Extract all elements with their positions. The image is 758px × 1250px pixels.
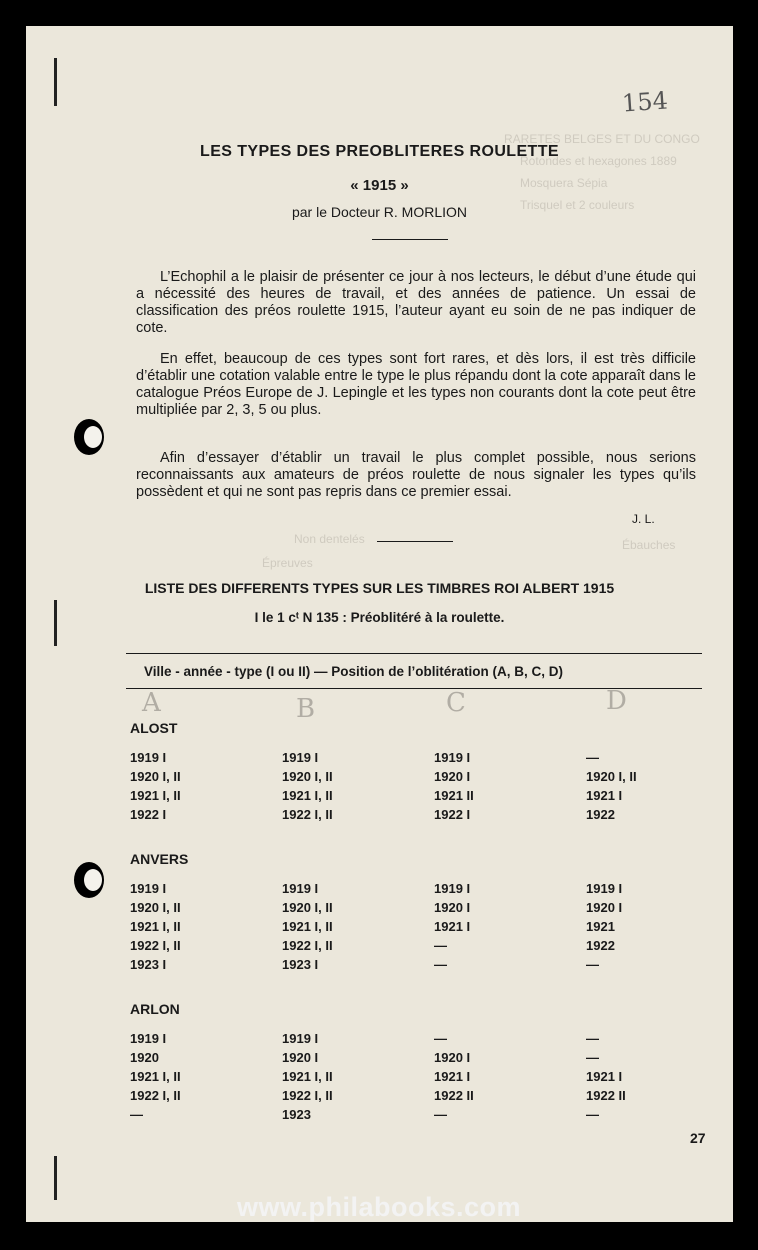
entry: 1922 II bbox=[586, 1088, 626, 1103]
paragraph-text: En effet, beaucoup de ces types sont fort rares, et dès lors, il est très difficile d’établir une cotation valable entre le type le plus répandu dont la cote apparaît dans le catalogue Préos Europe de J. Lepingle et les types non courants dont la cote peut être multipliée par 2, 3, 5 ou plus. bbox=[136, 351, 696, 418]
entry: — bbox=[586, 1107, 599, 1122]
paragraph-text: Afin d’essayer d’établir un travail le plus complet possible, nous serions reconnaissants aux amateurs de préos roulette de nous signaler les types qu’ils possèdent et qui ne sont pas repris dans ce premier essai. bbox=[136, 450, 696, 500]
entry: 1921 I bbox=[586, 1069, 623, 1084]
footer-watermark-url: www.philabooks.com bbox=[236, 1192, 522, 1222]
list-title: LISTE DES DIFFERENTS TYPES SUR LES TIMBRES ROI ALBERT 1915 bbox=[144, 580, 615, 596]
entry: 1920 I, II bbox=[282, 900, 333, 915]
bleed-through-text: Mosquera Sépia bbox=[520, 176, 608, 190]
entry: 1920 I bbox=[586, 900, 623, 915]
entry: 1921 I, II bbox=[130, 919, 181, 934]
entry: 1922 I, II bbox=[130, 938, 181, 953]
entry: — bbox=[434, 1107, 447, 1122]
handwritten-column-label: B bbox=[296, 694, 316, 724]
entry: — bbox=[586, 957, 599, 972]
bleed-through-text: Épreuves bbox=[262, 556, 313, 570]
article-byline: par le Docteur R. MORLION bbox=[291, 204, 468, 220]
entry: 1921 bbox=[586, 919, 615, 934]
entry: 1921 I bbox=[586, 788, 623, 803]
entry: 1919 I bbox=[130, 881, 167, 896]
entry: 1920 I bbox=[282, 1050, 319, 1065]
bleed-through-text: RARETES BELGES ET DU CONGO bbox=[504, 132, 700, 146]
entry: 1919 I bbox=[130, 1031, 167, 1046]
entry: 1921 I, II bbox=[282, 788, 333, 803]
entry: 1923 I bbox=[282, 957, 319, 972]
divider bbox=[377, 541, 453, 542]
entry: 1922 bbox=[586, 938, 615, 953]
margin-mark bbox=[54, 58, 57, 106]
section-title: ALOST bbox=[130, 720, 178, 736]
handwritten-column-label: A bbox=[142, 688, 161, 718]
entry: 1920 bbox=[130, 1050, 159, 1065]
entry: — bbox=[586, 1031, 599, 1046]
entry: 1920 I bbox=[434, 1050, 471, 1065]
entry: 1921 I bbox=[434, 1069, 471, 1084]
divider bbox=[372, 239, 448, 240]
bleed-through-text: Ébauches bbox=[622, 538, 676, 552]
entry: 1923 bbox=[282, 1107, 311, 1122]
closing-paragraph bbox=[136, 450, 696, 501]
binder-hole bbox=[74, 862, 104, 898]
entry: — bbox=[434, 938, 447, 953]
intro-paragraph bbox=[136, 269, 696, 337]
entry: 1920 I, II bbox=[130, 900, 181, 915]
handwritten-page-id: 154 bbox=[621, 86, 669, 118]
article-title: LES TYPES DES PREOBLITERES ROULETTE bbox=[200, 143, 559, 160]
handwritten-column-label: C bbox=[446, 688, 466, 718]
column-header: Ville - année - type (I ou II) — Position de l’oblitération (A, B, C, D) bbox=[144, 664, 564, 679]
binder-hole bbox=[74, 419, 104, 455]
entry: 1922 I bbox=[434, 807, 471, 822]
entry: 1919 I bbox=[130, 750, 167, 765]
entry: 1919 I bbox=[434, 750, 471, 765]
entry: — bbox=[434, 1031, 447, 1046]
entry: 1920 I, II bbox=[282, 769, 333, 784]
entry: 1922 II bbox=[434, 1088, 474, 1103]
entry: 1919 I bbox=[434, 881, 471, 896]
bleed-through-text: Trisquel et 2 couleurs bbox=[520, 198, 635, 212]
body-paragraph bbox=[136, 351, 696, 419]
entry: 1921 II bbox=[434, 788, 474, 803]
signature: J. L. bbox=[632, 512, 655, 526]
entry: 1922 I, II bbox=[130, 1088, 181, 1103]
entry: 1921 I, II bbox=[130, 788, 181, 803]
handwritten-column-label: D bbox=[606, 686, 627, 716]
bleed-through-text: Non dentelés bbox=[294, 532, 365, 546]
entry: — bbox=[130, 1107, 143, 1122]
entry: 1921 I, II bbox=[282, 1069, 333, 1084]
entry: 1922 I, II bbox=[282, 807, 333, 822]
entry: 1919 I bbox=[282, 1031, 319, 1046]
entry: 1922 I bbox=[130, 807, 167, 822]
entry: 1921 I, II bbox=[282, 919, 333, 934]
entry: 1919 I bbox=[282, 881, 319, 896]
entry: 1919 I bbox=[282, 750, 319, 765]
entry: 1919 I bbox=[586, 881, 623, 896]
entry: 1922 I, II bbox=[282, 938, 333, 953]
list-subtitle: I le 1 cᵗ N 135 : Préoblitéré à la roulette. bbox=[254, 610, 505, 625]
entry: — bbox=[434, 957, 447, 972]
section-title: ARLON bbox=[130, 1001, 180, 1017]
entry: 1921 I bbox=[434, 919, 471, 934]
section-title: ANVERS bbox=[130, 851, 189, 867]
entry: 1921 I, II bbox=[130, 1069, 181, 1084]
entry: 1922 I, II bbox=[282, 1088, 333, 1103]
article-subtitle: « 1915 » bbox=[350, 177, 409, 194]
entry: 1922 bbox=[586, 807, 615, 822]
paragraph-text: L’Echophil a le plaisir de présenter ce jour à nos lecteurs, le début d’une étude qui a nécessité des heures de travail, et des années de patience. Un essai de classification des préos roulette 1915, l’auteur ayant eu soin de ne pas indiquer de cote. bbox=[136, 269, 696, 336]
entry: — bbox=[586, 750, 599, 765]
table-rule-top bbox=[126, 653, 702, 654]
entry: 1920 I bbox=[434, 769, 471, 784]
entry: 1923 I bbox=[130, 957, 167, 972]
bleed-through-text: Rotondes et hexagones 1889 bbox=[520, 154, 677, 168]
entry: 1920 I bbox=[434, 900, 471, 915]
entry: 1920 I, II bbox=[586, 769, 637, 784]
page-number: 27 bbox=[690, 1130, 706, 1146]
entry: 1920 I, II bbox=[130, 769, 181, 784]
document-page bbox=[26, 26, 733, 1222]
entry: — bbox=[586, 1050, 599, 1065]
